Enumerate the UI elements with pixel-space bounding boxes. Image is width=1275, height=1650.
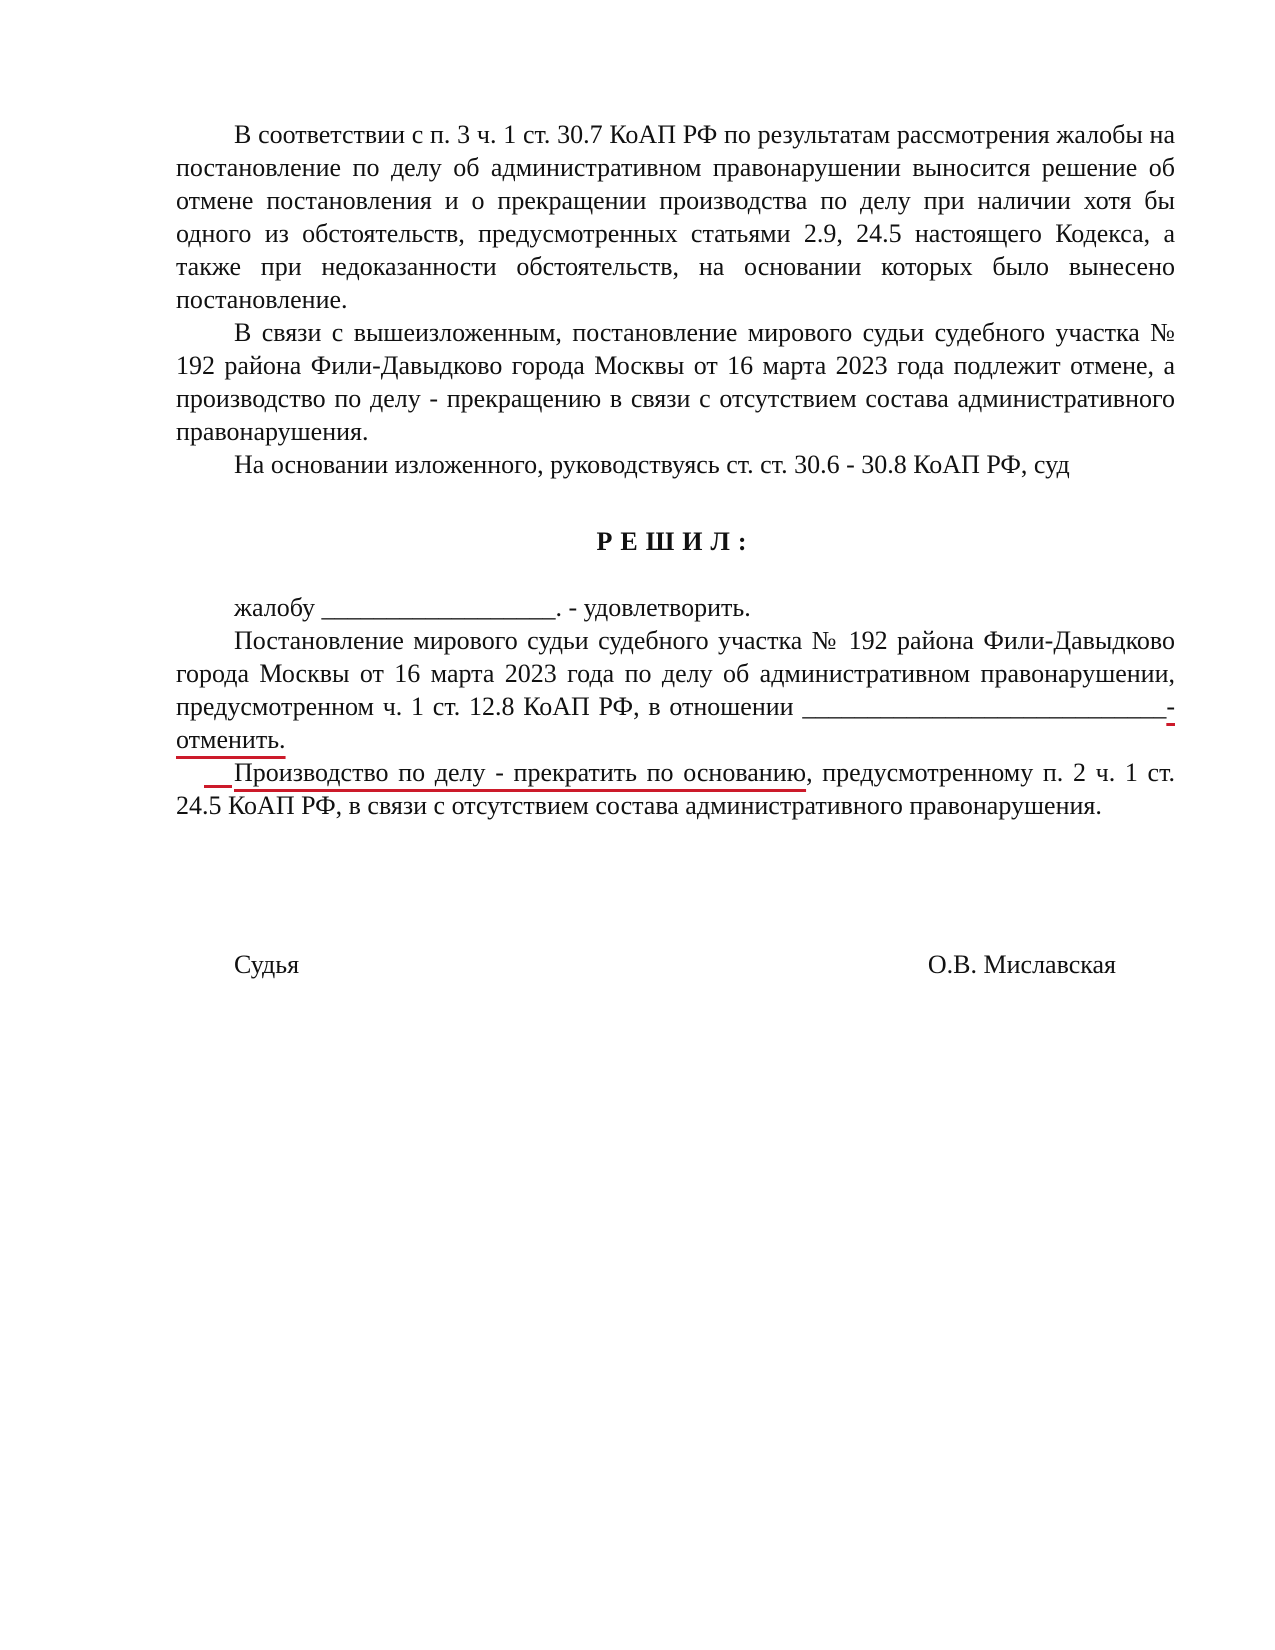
red-underline-lead	[204, 784, 232, 788]
document-page	[176, 118, 1175, 822]
resolution-terminate	[176, 756, 1175, 822]
annul-blank: ____________________________	[802, 692, 1167, 721]
resolution-block	[176, 591, 1175, 822]
paragraph-grounds: На основании изложенного, руководствуясь ст. ст. 30.6 - 30.8 КоАП РФ, суд	[234, 450, 1070, 479]
terminate-highlight: Производство по делу - прекратить по основанию	[234, 758, 807, 787]
resolution-complaint	[176, 591, 1175, 624]
resolution-annul	[176, 624, 1175, 756]
annul-action-highlight: - отменить.	[176, 692, 1175, 754]
signature-line	[234, 948, 1116, 981]
terminate-rest: , предусмотренному п. 2 ч. 1 ст. 24.5 КоАП РФ, в связи с отсутствием состава административного правонарушения.	[176, 758, 1176, 820]
paragraph-legal-basis: В соответствии с п. 3 ч. 1 ст. 30.7 КоАП РФ по результатам рассмотрения жалобы на постановление по делу об административном правонарушении выносится решение об отмене постановления и о прекращении производства по делу при наличии хотя бы одного из обстоятельств, предусмотренных статьями 2.9, 24.5 настоящего Кодекса, а также при недоказанности обстоятельств, на основании которых было вынесено постановление.	[176, 120, 1175, 314]
annul-text: Постановление мирового судьи судебного участка № 192 района Фили-Давыдково города Москвы от 16 марта 2023 года по делу об административном правонарушении, предусмотренном ч. 1 ст. 12.8 КоАП РФ, в отношении	[176, 626, 1175, 721]
complaint-suffix: . - удовлетворить.	[555, 593, 751, 622]
decision-heading: РЕШИЛ:	[596, 527, 755, 556]
complaint-blank: __________________	[321, 593, 556, 622]
signature-name: О.В. Миславская	[927, 950, 1116, 979]
complaint-prefix: жалобу	[234, 593, 322, 622]
paragraph-conclusion: В связи с вышеизложенным, постановление мирового судьи судебного участка № 192 района Фили-Давыдково города Москвы от 16 марта 2023 года подлежит отмене, а производство по делу - прекращению в связи с отсутствием состава административного правонарушения.	[176, 318, 1175, 446]
signature-title: Судья	[234, 950, 300, 979]
